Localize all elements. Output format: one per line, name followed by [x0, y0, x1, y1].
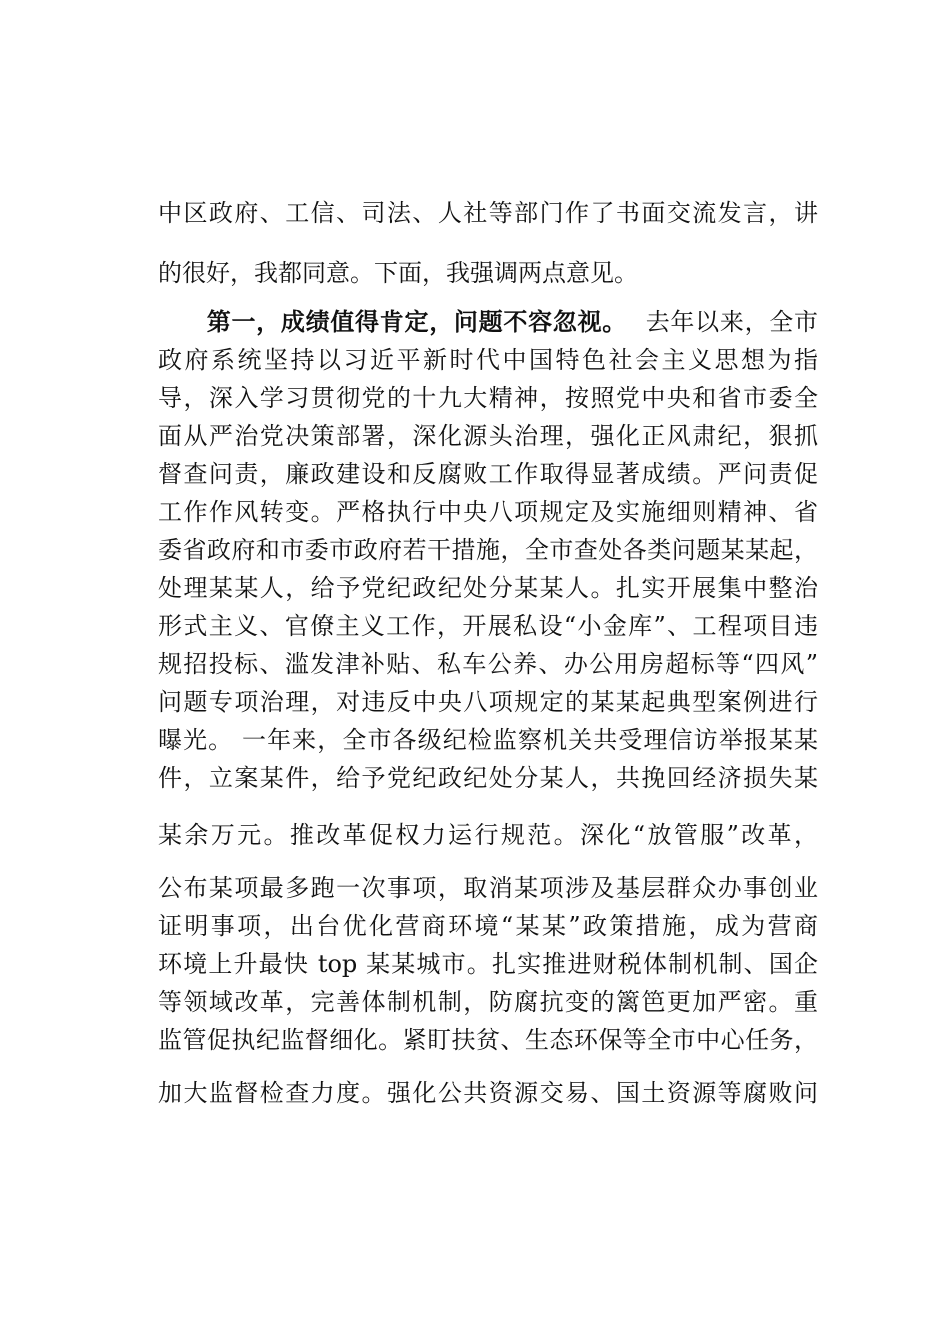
body-text-line: 形式主义、官僚主义工作，开展私设“小金库”、工程项目违	[158, 612, 818, 640]
body-text-line: 某余万元。推改革促权力运行规范。深化“放管服”改革，	[158, 821, 818, 849]
body-text-line: 委省政府和市委市政府若干措施，全市查处各类问题某某起，	[158, 536, 818, 564]
body-text-line: 加大监督检查力度。强化公共资源交易、国土资源等腐败问	[158, 1079, 818, 1107]
body-text-line: 工作作风转变。严格执行中央八项规定及实施细则精神、省	[158, 498, 818, 526]
body-text-line: 督查问责，廉政建设和反腐败工作取得显著成绩。严问责促	[158, 460, 818, 488]
body-text-line: 规招投标、滥发津补贴、私车公养、办公用房超标等“四风”	[158, 650, 818, 678]
body-text-line: 公布某项最多跑一次事项，取消某项涉及基层群众办事创业	[158, 874, 818, 902]
body-text-line: 处理某某人，给予党纪政纪处分某某人。扎实开展集中整治	[158, 574, 818, 602]
body-text-line: 曝光。 一年来，全市各级纪检监察机关共受理信访举报某某	[158, 726, 818, 754]
body-text-line: 导，深入学习贯彻党的十九大精神，按照党中央和省市委全	[158, 384, 818, 412]
body-text-line: 监管促执纪监督细化。紧盯扶贫、生态环保等全市中心任务，	[158, 1026, 818, 1054]
body-text-line: 件，立案某件，给予党纪政纪处分某人，共挽回经济损失某	[158, 764, 818, 792]
section-heading: 第一，成绩值得肯定，问题不容忽视。	[206, 307, 627, 336]
paragraph-first-line	[158, 302, 818, 342]
body-text-line: 面从严治党决策部署，深化源头治理，强化正风肃纪，狠抓	[158, 422, 818, 450]
body-text-line: 问题专项治理，对违反中央八项规定的某某起典型案例进行	[158, 688, 818, 716]
body-text-segment: 去年以来，全市	[644, 308, 819, 336]
body-text-line: 证明事项，出台优化营商环境“某某”政策措施，成为营商	[158, 912, 818, 940]
body-text-line: 中区政府、工信、司法、人社等部门作了书面交流发言，讲	[158, 199, 818, 227]
body-text-line: 环境上升最快 top 某某城市。扎实推进财税体制机制、国企	[158, 950, 818, 978]
body-text-line: 政府系统坚持以习近平新时代中国特色社会主义思想为指	[158, 346, 818, 374]
body-text-line: 的很好，我都同意。下面，我强调两点意见。	[158, 259, 638, 287]
body-text-line: 等领域改革，完善体制机制，防腐抗变的篱笆更加严密。重	[158, 988, 818, 1016]
